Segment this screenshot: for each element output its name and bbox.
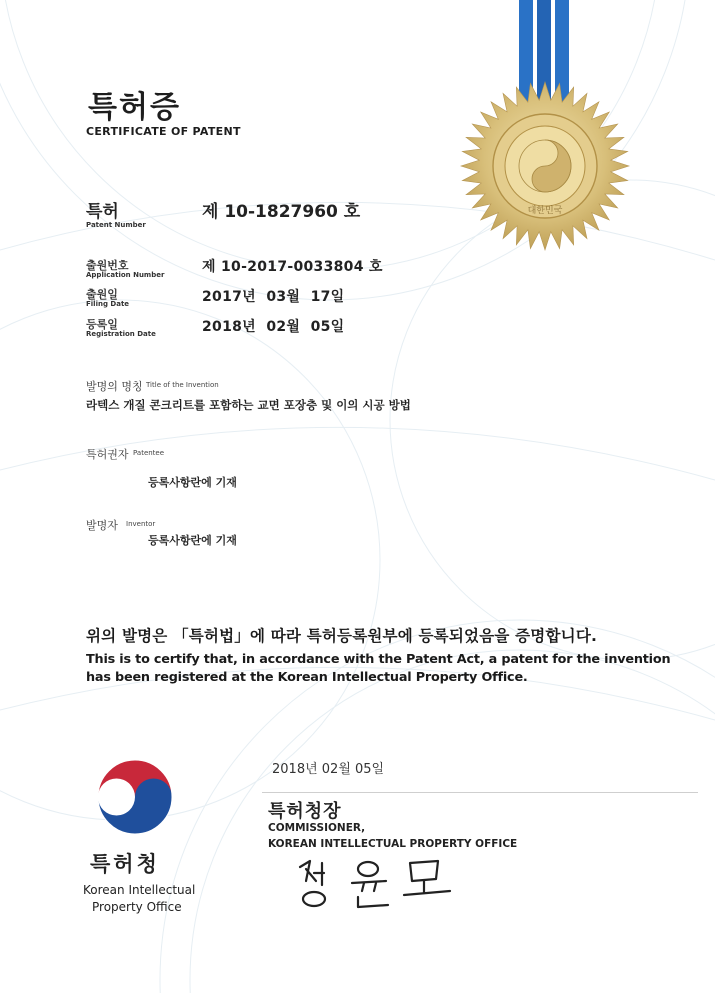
seal-inscription: 대한민국 [527,206,563,216]
signatory-title-en-line2: KOREAN INTELLECTUAL PROPERTY OFFICE [268,838,518,850]
patentee-label-en: Patentee [133,449,165,457]
inventor-label-ko: 발명자 [86,519,118,532]
invention-label-en: Title of the Invention [146,381,219,389]
patentee-value: 등록사항란에 기재 [148,476,237,489]
certificate-title-en: CERTIFICATE OF PATENT [86,125,241,138]
registration-date-label-ko: 등록일 [86,318,118,331]
application-number-label-ko: 출원번호 [86,259,129,272]
invention-title-value: 라텍스 개질 콘크리트를 포함하는 교면 포장층 및 이의 시공 방법 [86,398,411,412]
office-name-ko: 특허청 [90,852,160,876]
kipo-taegeuk-logo [92,754,178,840]
registration-date-label-en: Registration Date [86,330,156,338]
application-number-label-en: Application Number [86,271,165,279]
issue-date: 2018년 02월 05일 [272,762,385,777]
office-name-en-line2: Property Office [92,900,182,914]
patent-number-label-en: Patent Number [86,221,146,229]
patentee-label-ko: 특허권자 [86,448,129,461]
filing-date-label-ko: 출원일 [86,288,118,301]
certification-text-en-line2: has been registered at the Korean Intellectual Property Office. [86,670,528,685]
gold-seal-emblem [459,80,631,252]
filing-date-label-en: Filing Date [86,300,130,308]
certification-text-ko: 위의 발명은 「특허법」에 따라 특허등록원부에 등록되었음을 증명합니다. [86,627,598,645]
handwritten-signature [292,855,462,917]
inventor-label-en: Inventor [126,520,156,528]
filing-date-value: 2017년 03월 17일 [202,289,345,305]
inventor-value: 등록사항란에 기재 [148,534,237,547]
certification-text-en-line1: This is to certify that, in accordance with the Patent Act, a patent for the invention [86,652,671,667]
certificate-title-ko: 특허증 [88,90,181,125]
registration-date-value: 2018년 02월 05일 [202,319,345,335]
application-number-value: 제 10-2017-0033804 호 [202,259,383,275]
invention-label-ko: 발명의 명칭 [86,380,143,393]
signatory-title-ko: 특허청장 [268,801,342,822]
signatory-title-en-line1: COMMISSIONER, [268,822,366,834]
signature-divider [262,792,698,793]
patent-number-value: 제 10-1827960 호 [202,202,361,222]
office-name-en-line1: Korean Intellectual [83,883,196,897]
patent-number-label-ko: 특허 [86,202,119,222]
